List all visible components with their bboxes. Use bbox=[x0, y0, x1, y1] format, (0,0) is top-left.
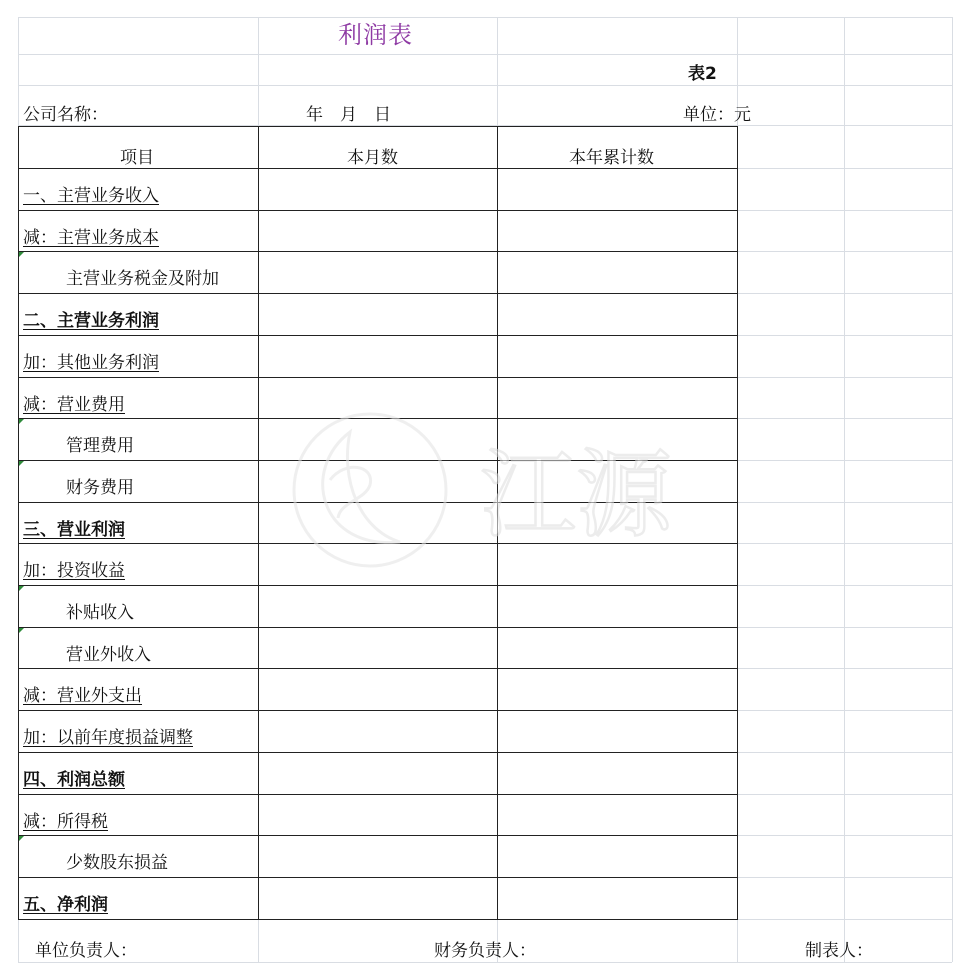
header-year-to-date: 本年累计数 bbox=[569, 148, 654, 168]
cell-comment-marker bbox=[19, 836, 24, 841]
table-border-horizontal bbox=[18, 126, 738, 127]
footer-finance-head: 财务负责人： bbox=[434, 941, 536, 961]
row-label: 二、主营业务利润 bbox=[23, 311, 159, 331]
table-border-horizontal bbox=[18, 835, 738, 836]
header-this-month: 本月数 bbox=[347, 148, 398, 168]
table-border-horizontal bbox=[18, 877, 738, 878]
crescent-logo-icon bbox=[294, 414, 446, 566]
gridline-horizontal bbox=[18, 17, 952, 18]
row-label: 营业外收入 bbox=[66, 645, 151, 665]
row-label: 减：营业外支出 bbox=[23, 686, 142, 706]
table-border-vertical bbox=[258, 126, 259, 919]
row-label: 加：投资收益 bbox=[23, 561, 125, 581]
row-label: 减：所得税 bbox=[23, 812, 108, 832]
table-number: 表2 bbox=[688, 64, 717, 84]
gridline-vertical bbox=[844, 17, 845, 962]
row-label: 五、净利润 bbox=[23, 895, 108, 915]
sheet-title: 利润表 bbox=[338, 21, 413, 49]
table-border-vertical bbox=[737, 126, 738, 919]
row-label: 加：其他业务利润 bbox=[23, 353, 159, 373]
unit-label: 单位：元 bbox=[683, 105, 751, 125]
table-border-horizontal bbox=[18, 627, 738, 628]
table-border-horizontal bbox=[18, 168, 738, 169]
table-border-horizontal bbox=[18, 585, 738, 586]
table-border-horizontal bbox=[18, 668, 738, 669]
table-border-horizontal bbox=[18, 919, 738, 920]
row-label: 管理费用 bbox=[66, 436, 134, 456]
table-border-horizontal bbox=[18, 710, 738, 711]
gridline-horizontal bbox=[18, 962, 952, 963]
row-label: 减：主营业务成本 bbox=[23, 228, 159, 248]
row-label: 三、营业利润 bbox=[23, 520, 125, 540]
table-border-horizontal bbox=[18, 377, 738, 378]
row-label: 主营业务税金及附加 bbox=[66, 269, 219, 289]
row-label: 一、主营业务收入 bbox=[23, 186, 159, 206]
footer-unit-head: 单位负责人： bbox=[35, 941, 137, 961]
company-name-label: 公司名称： bbox=[23, 105, 108, 125]
row-label: 四、利润总额 bbox=[23, 770, 125, 790]
row-label: 少数股东损益 bbox=[66, 853, 168, 873]
cell-comment-marker bbox=[19, 628, 24, 633]
gridline-horizontal bbox=[18, 54, 952, 55]
cell-comment-marker bbox=[19, 461, 24, 466]
table-border-horizontal bbox=[18, 752, 738, 753]
table-border-horizontal bbox=[18, 251, 738, 252]
table-border-horizontal bbox=[18, 293, 738, 294]
row-label: 财务费用 bbox=[66, 478, 134, 498]
row-label: 加：以前年度损益调整 bbox=[23, 728, 193, 748]
date-label: 年 月 日 bbox=[306, 105, 391, 125]
table-border-horizontal bbox=[18, 794, 738, 795]
row-label: 补贴收入 bbox=[66, 603, 134, 623]
cell-comment-marker bbox=[19, 586, 24, 591]
cell-comment-marker bbox=[19, 252, 24, 257]
gridline-horizontal bbox=[18, 85, 952, 86]
table-border-horizontal bbox=[18, 335, 738, 336]
table-border-horizontal bbox=[18, 210, 738, 211]
cell-comment-marker bbox=[19, 419, 24, 424]
row-label: 减：营业费用 bbox=[23, 395, 125, 415]
header-item: 项目 bbox=[120, 148, 154, 168]
gridline-vertical bbox=[952, 17, 953, 962]
watermark bbox=[290, 410, 690, 570]
watermark-text: 江源 bbox=[480, 439, 672, 551]
footer-preparer: 制表人： bbox=[805, 941, 873, 961]
table-border-vertical bbox=[18, 126, 19, 919]
